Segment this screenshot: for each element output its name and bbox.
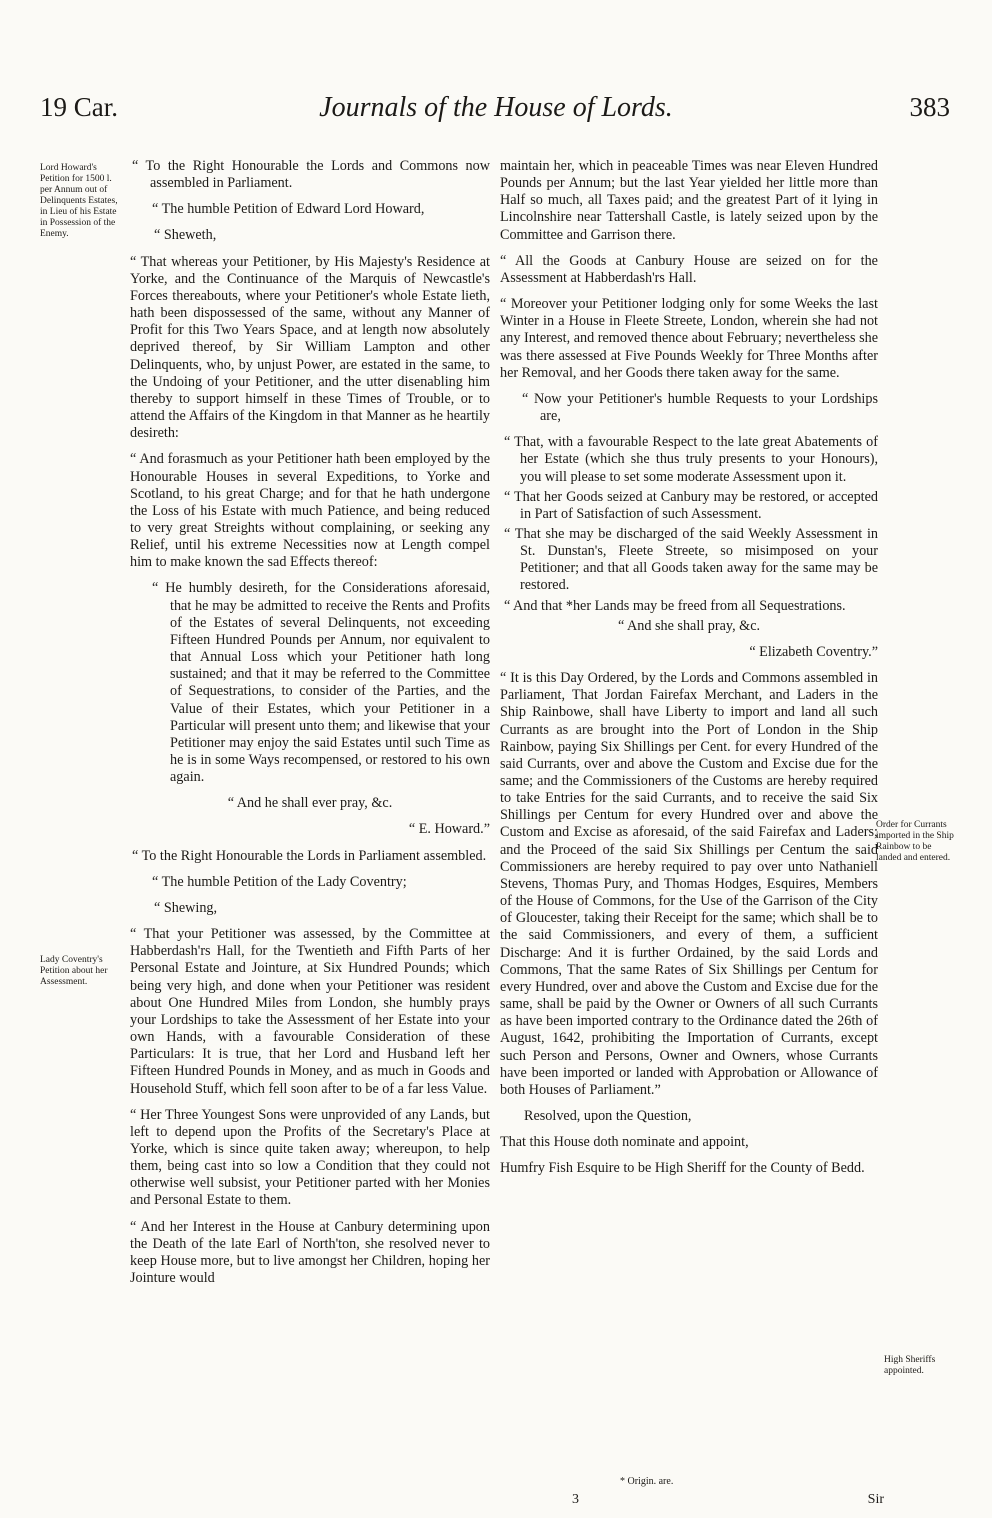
right-column — [500, 158, 878, 1186]
signature: “ Elizabeth Coventry.” — [749, 643, 878, 660]
request-item: “ And that *her Lands may be freed from all Sequestrations. — [504, 597, 846, 614]
paragraph: “ Her Three Youngest Sons were unprovided of any Lands, but left to depend upon the Profits of the Secretary's Place at Yorke, which is since quite taken away; whereupon, to help them, being cast into so low a Condition that they could not otherwise well subsist, your Petitioner parted with her Monies and Personal Estate to them. — [130, 1106, 490, 1209]
order-paragraph: “ It is this Day Ordered, by the Lords and Commons assembled in Parliament, That Jordan Fairefax Merchant, and Laders in the Ship Rainbowe, shall have Liberty to import and land all such Currants as are brought into the Port of London in the Ship Rainbow, paying Six Shillings per Cent. for every Hundred of the said Currants, over and above the Custom and Excise due for the same; and the Commissioners of the Customs are hereby required to take Entries for the said Currants, and to receive the said Six Shillings per Centum for every Hundred over and above the Custom and Excise as aforesaid, of the said Fairefax and Laders; and the Proceed of the said Six Shillings per Centum the said Commissioners are hereby required to pay over unto Nathaniell Stevens, Thomas Pury, and Thomas Hodges, Esquires, Members of the House of Commons, for the Use of the Garrison of the City of Gloucester, taking their Receipt for the same; which shall be to the said Commissioners, and every of them, a sufficient Discharge: And it is further Ordained, by the said Lords and Commons, That the same Rates of Six Shillings per Centum for every Hundred, over and above the Custom and Excise due for the same, shall be paid by the Owner or Owners of all such Currants as have been imported contrary to the Ordinance dated the 26th of August, 1642, prohibiting the Importation of Currants, except such Person and Persons, Owner and Owners, whose Currants have been imported or landed with Approbation or Allowance of both Houses of Parliament.” — [500, 670, 878, 1098]
petition-title: “ The humble Petition of the Lady Coventry; — [152, 873, 407, 890]
resolution-line: Resolved, upon the Question, — [524, 1107, 692, 1124]
running-title: Journals of the House of Lords. — [319, 92, 673, 123]
regnal-year: 19 Car. — [40, 92, 118, 122]
request-item: “ That her Goods seized at Canbury may be restored, or accepted in Part of Satisfaction of such Assessment. — [504, 488, 878, 522]
paragraph: “ All the Goods at Canbury House are seized on for the Assessment at Habberdash'rs Hall. — [500, 252, 878, 286]
paragraph: maintain her, which in peaceable Times was near Eleven Hundred Pounds per Annum; but the last Year yielded her little more than Half so much, all Taxes paid; and the greatest Part of it lying in Lincolnshire near Tattershall Castle, is lately seized upon by the Committee and Garrison there. — [500, 158, 878, 243]
paragraph: “ That whereas your Petitioner, by His Majesty's Residence at Yorke, and the Continuance of the Marquis of Newcastle's Forces thereabouts, where your Petitioner's whole Estate lieth, hath been dispossessed of the same, without any Manner of Profit for this Two Years Space, and at length now absolutely deprived thereof, by Sir William Lampton and other Delinquents, who, by unjust Power, are estated in the same, to the Undoing of your Petitioner, and the utter disenabling him thereby to support himself in these Times of Trouble, or to attend the Affairs of the Kingdom in that Manner as he heartily desireth: — [130, 253, 490, 442]
salutation: “ Shewing, — [154, 899, 218, 916]
resolution-line: That this House doth nominate and appoint, — [500, 1134, 749, 1151]
margin-note-currants: Order for Currants imported in the Ship Rainbow to be landed and entered. — [876, 820, 954, 863]
prayer-line: “ And she shall pray, &c. — [617, 617, 761, 634]
petition-address: “ To the Right Honourable the Lords in Parliament assembled. — [132, 847, 487, 864]
signature: “ E. Howard.” — [408, 821, 490, 838]
request-item: “ That she may be discharged of the said Weekly Assessment in St. Dunstan's, Fleete Streete, so misimposed on your Petitioner; and that all Goods taken away for the same may be restored. — [504, 525, 878, 594]
requests-intro: “ Now your Petitioner's humble Requests to your Lordships are, — [522, 390, 878, 425]
resolution-line: Humfry Fish Esquire to be High Sheriff for the County of Bedd. — [500, 1160, 865, 1177]
salutation: “ Sheweth, — [154, 227, 217, 244]
petition-title: “ The humble Petition of Edward Lord Howard, — [152, 201, 425, 218]
page-header — [0, 92, 992, 132]
footnote: * Origin. are. — [620, 1476, 674, 1487]
paragraph: “ That your Petitioner was assessed, by the Committee at Habberdash'rs Hall, for the Twentieth and Fifth Parts of her Personal Estate and Jointure, at Six Hundred Pounds; which being very high, and done when your Petitioner was resident about One Hundred Miles from London, she humbly prays your Lordships to take the Assessment of her Estate into your own Hands, with a favourable Consideration of these Particulars: It is true, that her Lord and Husband left her Fifteen Hundred Pounds in Money, and as much in Goods and Household Stuff, which fell soon after to be of a far less Value. — [130, 926, 490, 1097]
paragraph: “ And her Interest in the House at Canbury determining upon the Death of the late Earl of North'ton, she resolved never to keep House more, but to live amongst her Children, hoping her Jointure would — [130, 1218, 490, 1287]
paragraph: “ He humbly desireth, for the Considerations aforesaid, that he may be admitted to receive the Rents and Profits of the Estates of several Delinquents, not exceeding Fifteen Hundred Pounds per Annum, nor equivalent to that Annual Loss which your Petitioner hath long sustained; and that it may be referred to the Committee of Sequestrations, to consider of the Parties, and the Value of their Estates, which your Petitioner in a Particular will present unto them; and likewise that your Petitioner may enjoy the said Estates until such Time as he is in some Ways recompensed, or restored to his own again. — [152, 580, 490, 786]
prayer-line: “ And he shall ever pray, &c. — [227, 795, 393, 812]
page-number: 383 — [909, 92, 950, 122]
sheet-signature: 3 — [572, 1492, 579, 1507]
left-column — [130, 158, 490, 1296]
catchword: Sir — [867, 1492, 884, 1507]
petition-address: “ To the Right Honourable the Lords and Commons now assembled in Parliament. — [132, 158, 490, 192]
margin-note-sheriffs: High Sheriffs appointed. — [884, 1355, 936, 1376]
margin-note-howard: Lord Howard's Petition for 1500 l. per Annum out of Delinquents Estates, in Lieu of his Estate in Possession of the Enemy. — [40, 163, 118, 239]
paragraph: “ Moreover your Petitioner lodging only for some Weeks the last Winter in a House in Fleete Streete, London, wherein she had not any Interest, and removed thence about February; nevertheless she was there assessed at Five Pounds Weekly for Three Months after her Removal, and her Goods there taken away for the same. — [500, 296, 878, 381]
paragraph: “ And forasmuch as your Petitioner hath been employed by the Honourable Houses in several Expeditions, to Yorke and Scotland, to his great Charge; and for that he hath undergone the Loss of his Estate with much Patience, and being reduced to very great Streights without complaining, or seeking any Relief, until his extreme Necessities now at Length compel him to make known the sad Effects thereof: — [130, 451, 490, 571]
request-item: “ That, with a favourable Respect to the late great Abatements of her Estate (which she thus truly presents to your Honours), you will please to set some moderate Assessment upon it. — [504, 434, 878, 485]
margin-note-coventry: Lady Coventry's Petition about her Assessment. — [40, 955, 108, 987]
